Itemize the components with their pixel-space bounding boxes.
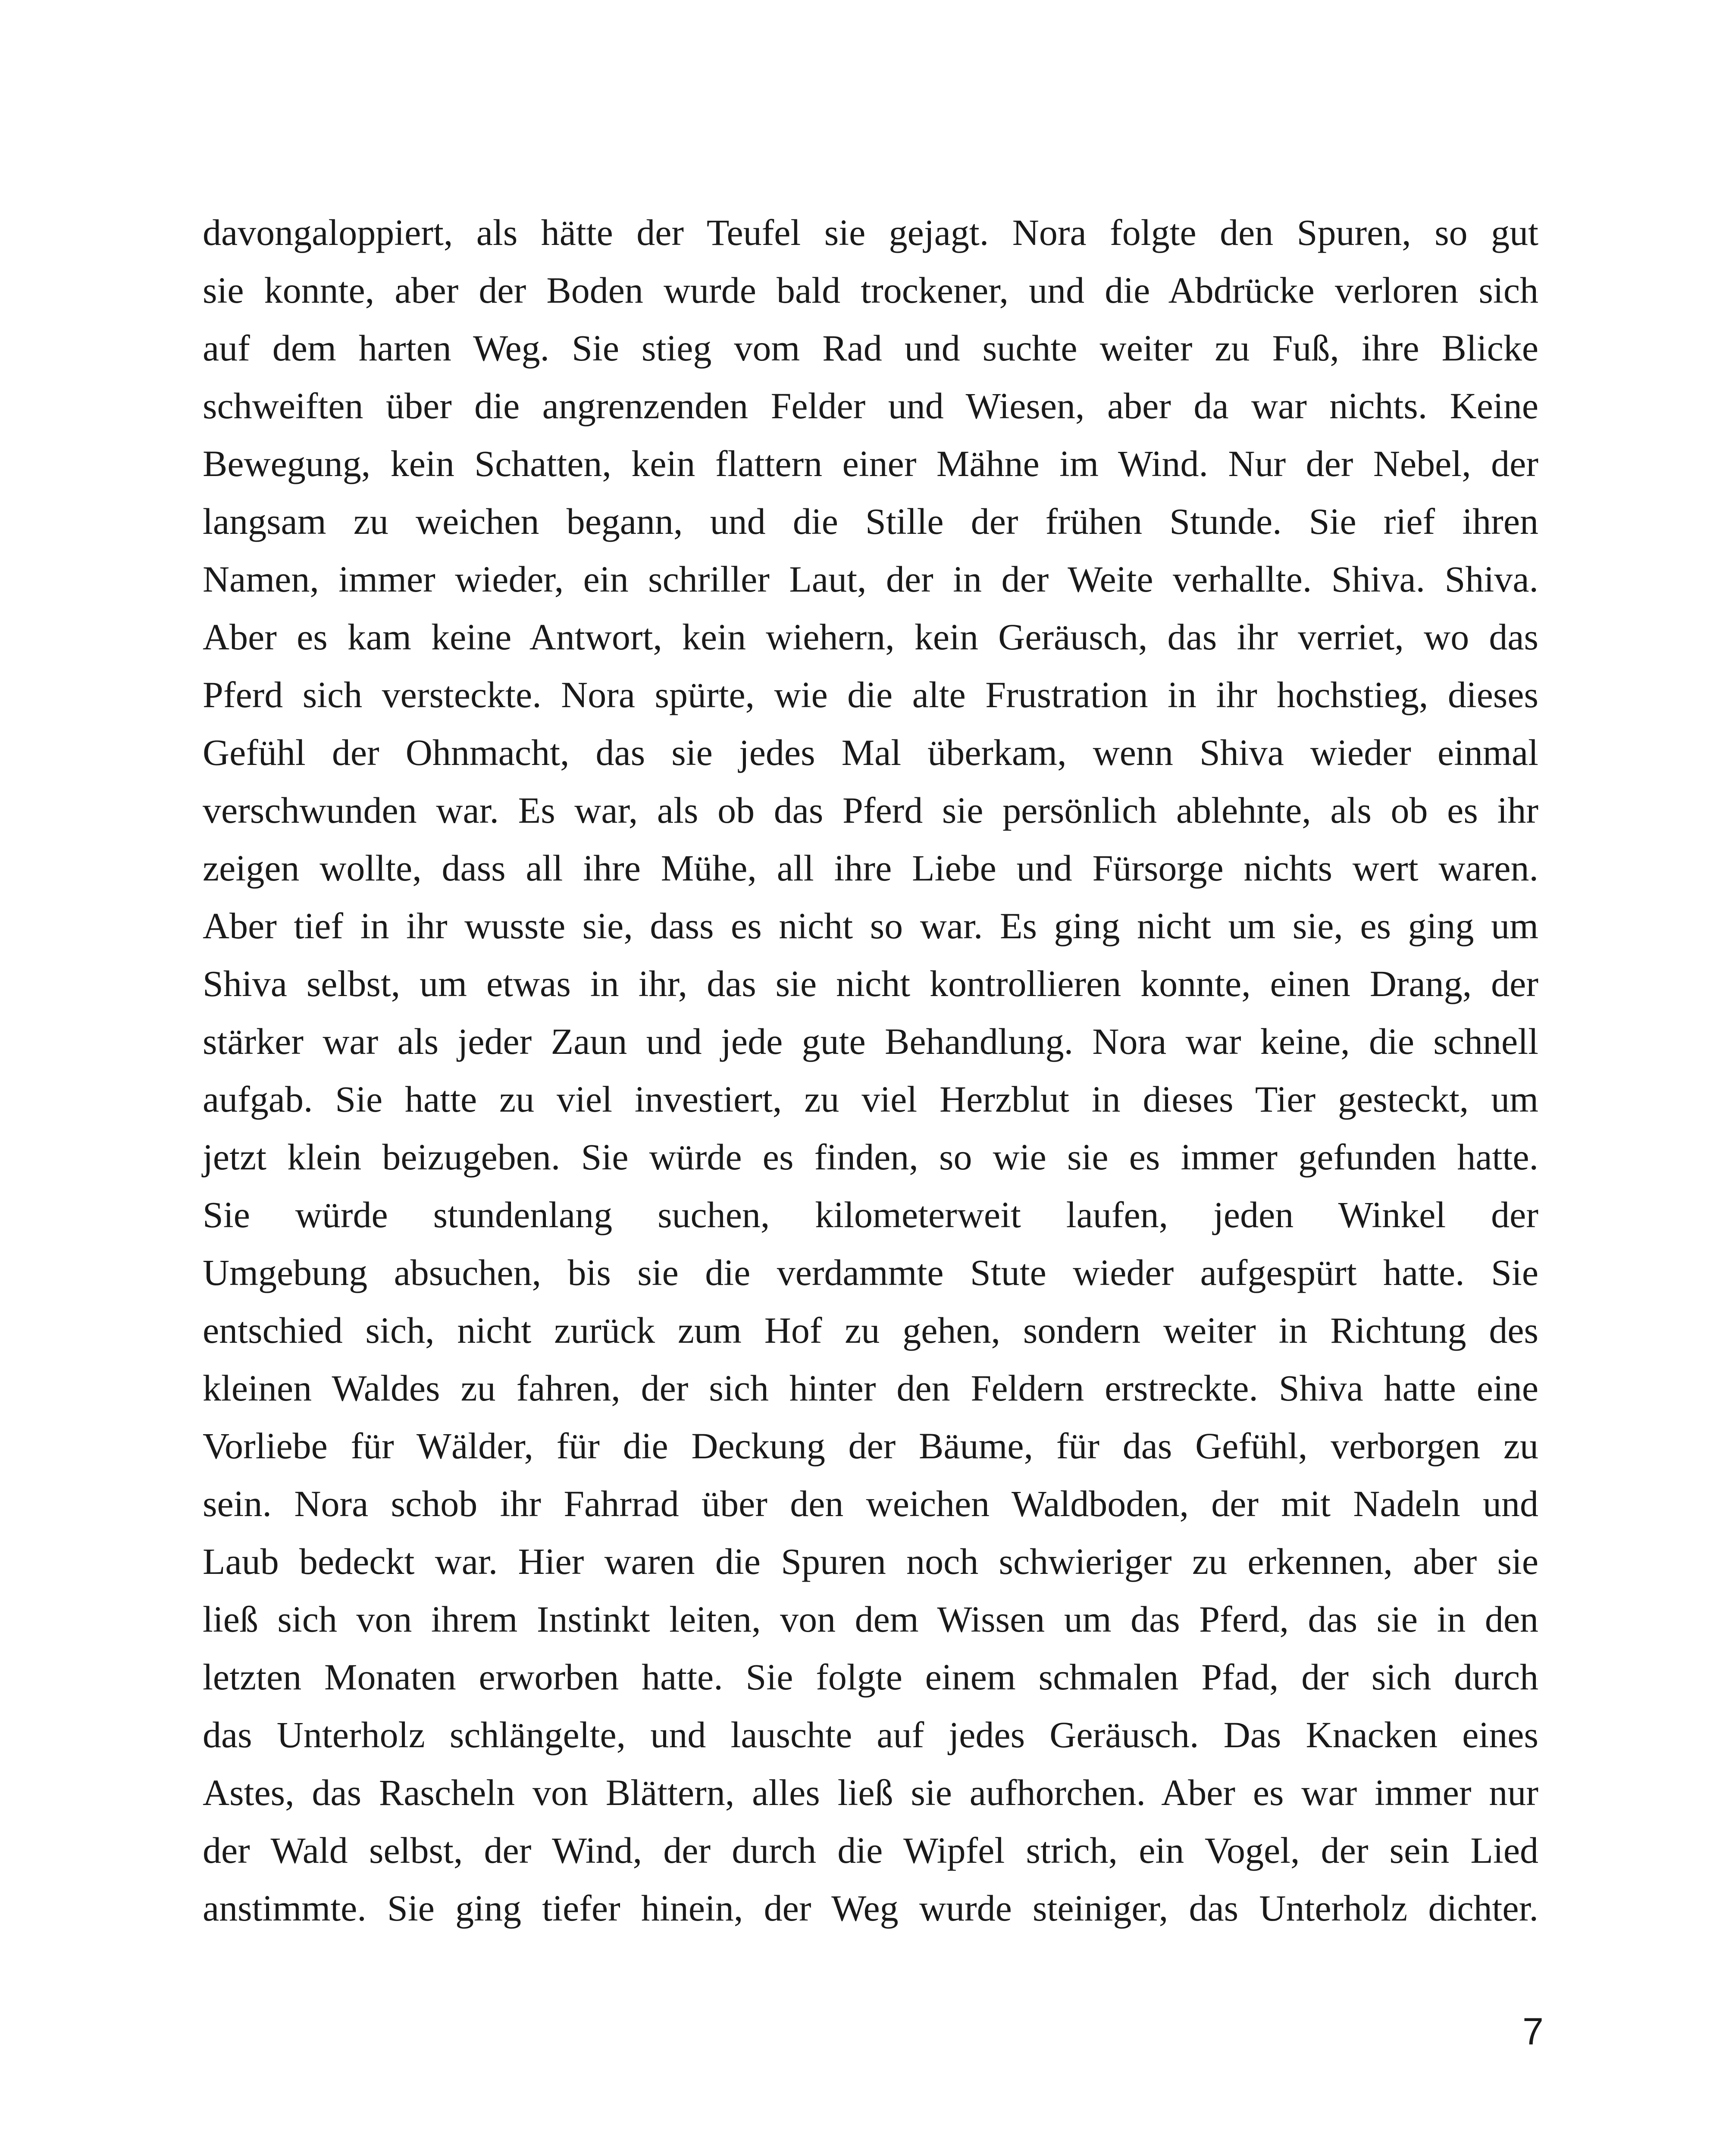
text-line: kleinen Waldes zu fahren, der sich hinter den Feldern erstreckte. Shiva hatte eine [203,1367,1538,1409]
text-line: auf dem harten Weg. Sie stieg vom Rad und suchte weiter zu Fuß, ihre Blicke [203,327,1538,369]
text-line: verschwunden war. Es war, als ob das Pferd sie persönlich ablehnte, als ob es ihr [203,790,1538,831]
text-line: Namen, immer wieder, ein schriller Laut, der in der Weite verhallte. Shiva. Shiva. [203,558,1538,600]
text-line: anstimmte. Sie ging tiefer hinein, der Weg wurde steiniger, das Unterholz dichter. [203,1887,1538,1929]
text-line: Pferd sich versteckte. Nora spürte, wie die alte Frustration in ihr hochstieg, dieses [203,674,1538,715]
text-line: davongaloppiert, als hätte der Teufel sie gejagt. Nora folgte den Spuren, so gut [203,212,1538,253]
text-line: Bewegung, kein Schatten, kein flattern einer Mähne im Wind. Nur der Nebel, der [203,443,1538,484]
page-number: 7 [1522,2010,1544,2053]
text-line: sein. Nora schob ihr Fahrrad über den weichen Waldboden, der mit Nadeln und [203,1483,1538,1524]
text-line: der Wald selbst, der Wind, der durch die Wipfel strich, ein Vogel, der sein Lied [203,1830,1538,1871]
text-line: ließ sich von ihrem Instinkt leiten, von dem Wissen um das Pferd, das sie in den [203,1598,1538,1640]
text-line: Sie würde stundenlang suchen, kilometerweit laufen, jeden Winkel der [203,1194,1538,1235]
text-line: sie konnte, aber der Boden wurde bald trockener, und die Abdrücke verloren sich [203,270,1538,311]
text-line: Aber es kam keine Antwort, kein wiehern, kein Geräusch, das ihr verriet, wo das [203,616,1538,658]
text-line: Laub bedeckt war. Hier waren die Spuren noch schwieriger zu erkennen, aber sie [203,1541,1538,1582]
text-line: Aber tief in ihr wusste sie, dass es nicht so war. Es ging nicht um sie, es ging um [203,905,1538,946]
text-line: stärker war als jeder Zaun und jede gute Behandlung. Nora war keine, die schnell [203,1021,1538,1062]
text-line: aufgab. Sie hatte zu viel investiert, zu viel Herzblut in dieses Tier gesteckt, um [203,1078,1538,1120]
text-line: das Unterholz schlängelte, und lauschte auf jedes Geräusch. Das Knacken eines [203,1714,1538,1755]
text-line: letzten Monaten erworben hatte. Sie folgte einem schmalen Pfad, der sich durch [203,1656,1538,1698]
body-text [203,204,1538,1937]
text-line: Gefühl der Ohnmacht, das sie jedes Mal überkam, wenn Shiva wieder einmal [203,732,1538,773]
text-line: Vorliebe für Wälder, für die Deckung der Bäume, für das Gefühl, verborgen zu [203,1425,1538,1467]
text-line: entschied sich, nicht zurück zum Hof zu gehen, sondern weiter in Richtung des [203,1310,1538,1351]
text-line: jetzt klein beizugeben. Sie würde es finden, so wie sie es immer gefunden hatte. [203,1136,1538,1178]
text-line: schweiften über die angrenzenden Felder und Wiesen, aber da war nichts. Keine [203,385,1538,426]
text-line: langsam zu weichen begann, und die Stille der frühen Stunde. Sie rief ihren [203,501,1538,542]
text-line: Umgebung absuchen, bis sie die verdammte Stute wieder aufgespürt hatte. Sie [203,1252,1538,1293]
text-line: zeigen wollte, dass all ihre Mühe, all ihre Liebe und Fürsorge nichts wert waren. [203,847,1538,889]
text-line: Astes, das Rascheln von Blättern, alles ließ sie aufhorchen. Aber es war immer nur [203,1772,1538,1813]
text-line: Shiva selbst, um etwas in ihr, das sie nicht kontrollieren konnte, einen Drang, der [203,963,1538,1004]
